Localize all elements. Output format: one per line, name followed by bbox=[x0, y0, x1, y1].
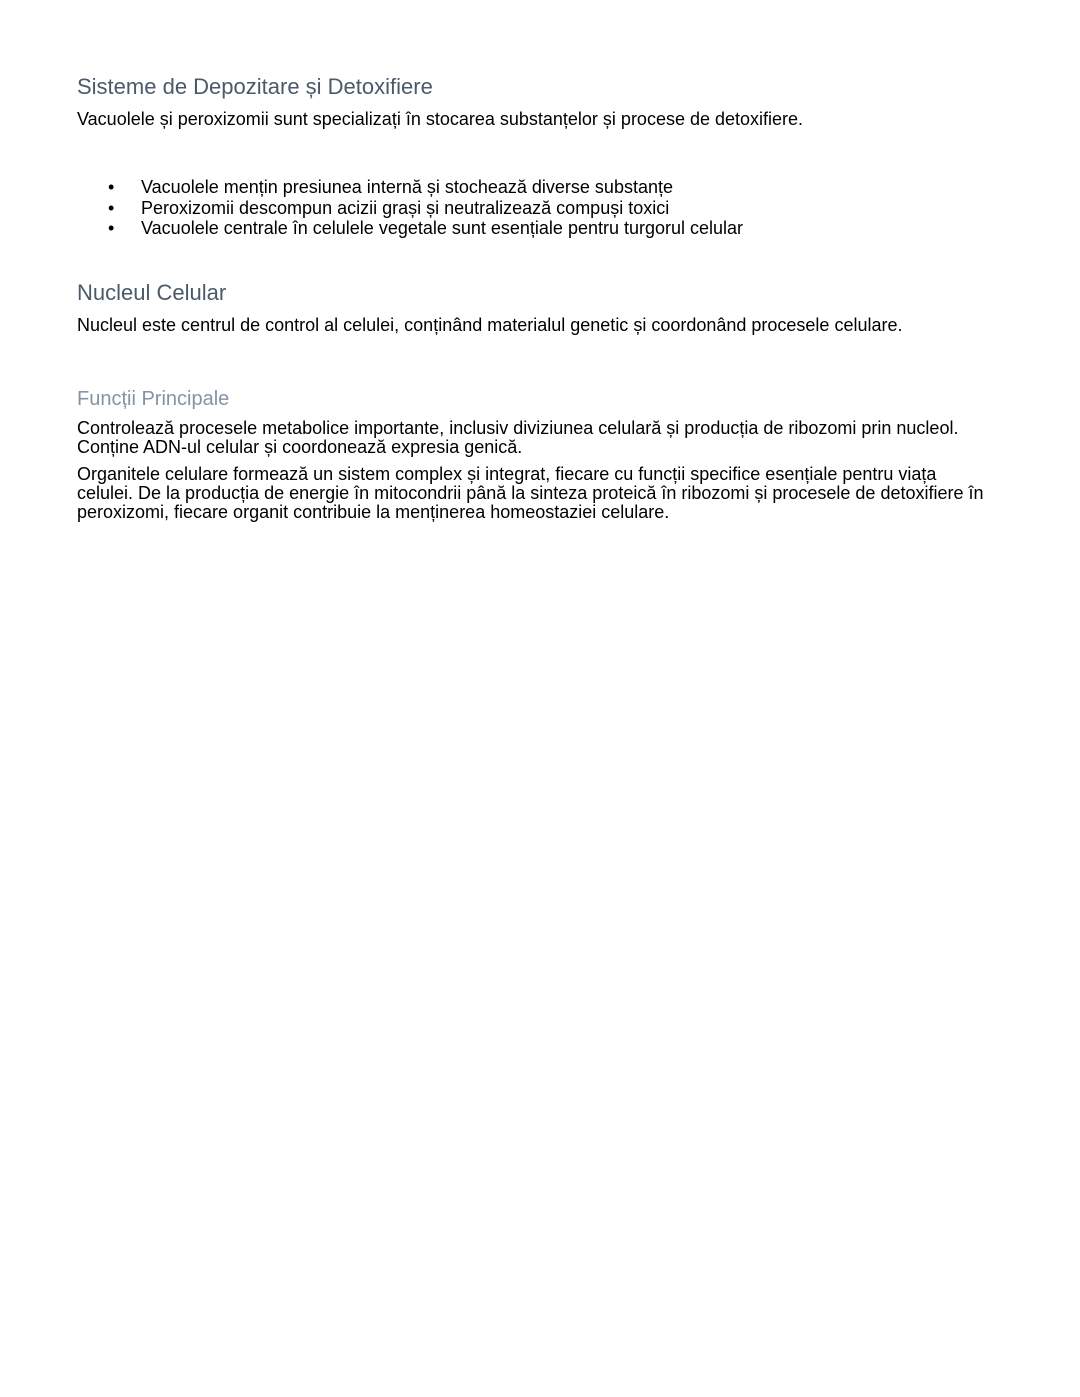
subsection-title-functions: Funcții Principale bbox=[77, 387, 230, 410]
list-item bbox=[77, 177, 992, 198]
section-title-storage: Sisteme de Depozitare și Detoxifiere bbox=[77, 74, 433, 99]
section-title-nucleus: Nucleul Celular bbox=[77, 279, 227, 305]
bullet-list bbox=[77, 177, 992, 239]
subsection-paragraph-1: Controlează procesele metabolice importante, inclusiv diviziunea celulară și producția de ribozomi prin nucleol. Conține ADN-ul celular și coordonează expresia genică. bbox=[77, 417, 959, 457]
section-intro-storage: Vacuolele și peroxizomii sunt specializați în stocarea substanțelor și procese de detoxifiere. bbox=[77, 109, 804, 129]
list-item bbox=[77, 218, 992, 239]
list-item-text: Peroxizomii descompun acizii grași și neutralizează compuși toxici bbox=[141, 197, 670, 218]
list-item-text: Vacuolele mențin presiunea internă și stochează diverse substanțe bbox=[141, 177, 673, 197]
list-item-text: Vacuolele centrale în celulele vegetale sunt esențiale pentru turgorul celular bbox=[141, 218, 744, 238]
conclusion-paragraph: Organitele celulare formează un sistem complex și integrat, fiecare cu funcții specifice esențiale pentru viața celulei. De la producția de energie în mitocondrii până la sinteza proteică în ribozomi și procesele de detoxifiere în peroxizomi, fiecare organit contribuie la menținerea homeostaziei celulare. bbox=[77, 463, 984, 522]
bullet-glyph: • bbox=[108, 177, 115, 197]
bullet-glyph: • bbox=[108, 197, 115, 218]
document-page bbox=[77, 73, 992, 522]
list-item bbox=[77, 198, 992, 219]
bullet-glyph: • bbox=[108, 218, 115, 238]
section-intro-nucleus: Nucleul este centrul de control al celulei, conținând materialul genetic și coordonând procesele celulare. bbox=[77, 314, 903, 335]
